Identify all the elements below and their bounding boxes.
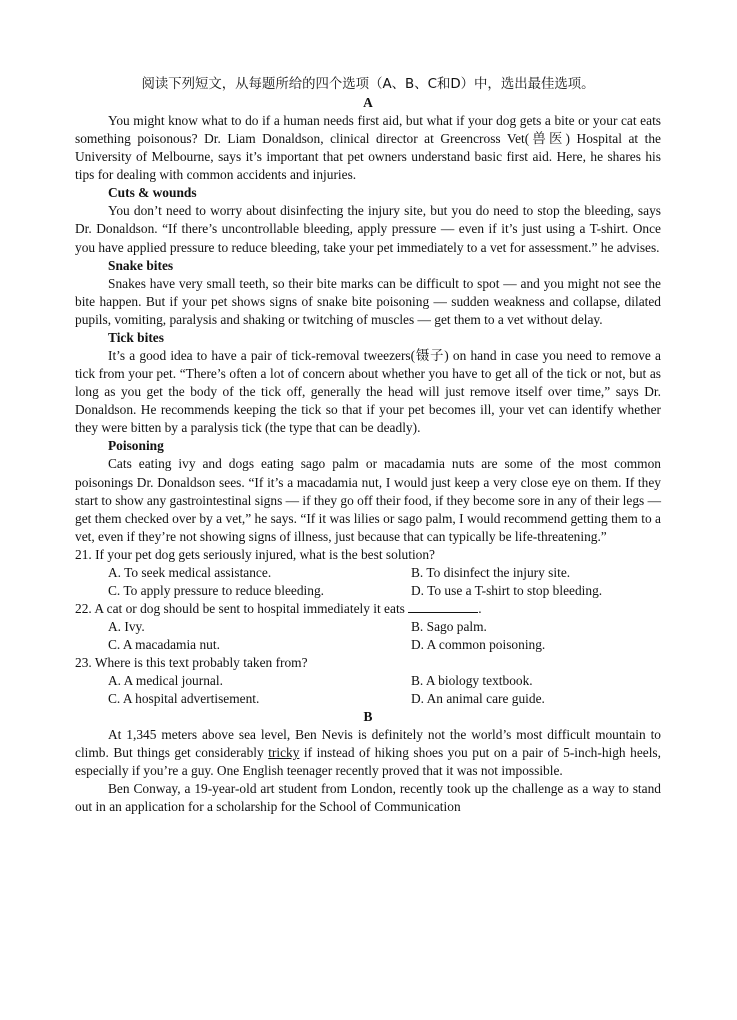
passage-b-paragraph-2: Ben Conway, a 19-year-old art student from London, recently took up the challenge as a way to stand out in an application for a scholarship for the School of Communication bbox=[75, 781, 661, 815]
passage-b-p1-after: if instead of hiking shoes you put on a pair of 5-inch-high heels, especially if you’re a guy. One English teenager recently proved that it was not impossible. bbox=[75, 744, 661, 779]
instruction: 阅读下列短文，从每题所给的四个选项（A、B、C和D）中，选出最佳选项。 bbox=[141, 77, 595, 92]
underlined-word-tricky: tricky bbox=[268, 744, 300, 760]
question-21-options bbox=[75, 564, 661, 600]
answer-blank bbox=[408, 600, 478, 613]
question-23-stem: 23. Where is this text probably taken from? bbox=[75, 654, 308, 670]
option-21-b: B. To disinfect the injury site. bbox=[411, 564, 571, 580]
option-21-a: A. To seek medical assistance. bbox=[108, 564, 272, 580]
option-22-d: D. A common poisoning. bbox=[411, 636, 546, 652]
document-page bbox=[75, 76, 661, 816]
question-22-stem: 22. A cat or dog should be sent to hospital immediately it eats bbox=[75, 600, 405, 616]
section-a-label: A bbox=[363, 95, 373, 110]
heading-poisoning: Poisoning bbox=[108, 438, 164, 454]
section-b-label: B bbox=[363, 708, 373, 724]
option-23-d: D. An animal care guide. bbox=[411, 690, 545, 706]
passage-b-paragraph-1 bbox=[75, 726, 661, 780]
option-23-b: B. A biology textbook. bbox=[411, 672, 533, 688]
heading-cuts: Cuts & wounds bbox=[108, 185, 197, 201]
question-22-options bbox=[75, 618, 661, 654]
paragraph-tick: It’s a good idea to have a pair of tick-removal tweezers(镊子) on hand in case you need to remove a tick from your pet. “There’s often a lot of concern about whether you have to get all of the tick or not, but as long as you get the body of the tick off, generally the head will just remove itself over time,” says Dr. Donaldson. He recommends keeping the tick so that if your pet becomes ill, your vet can identify whether they were bitten by a paralysis tick (the type that can be deadly). bbox=[75, 347, 661, 436]
paragraph-cuts: You don’t need to worry about disinfecting the injury site, but you do need to stop the bleeding, says Dr. Donaldson. “If there’s uncontrollable bleeding, apply pressure — even if it’s just using a T-shirt. Once you have applied pressure to reduce bleeding, take your pet immediately to a vet for assessment.” he advises. bbox=[75, 203, 661, 255]
option-21-d: D. To use a T-shirt to stop bleeding. bbox=[411, 582, 603, 598]
heading-snake: Snake bites bbox=[108, 257, 174, 273]
heading-tick: Tick bites bbox=[108, 329, 164, 345]
question-21-stem: 21. If your pet dog gets seriously injured, what is the best solution? bbox=[75, 546, 436, 562]
option-21-c: C. To apply pressure to reduce bleeding. bbox=[108, 582, 324, 598]
option-23-a: A. A medical journal. bbox=[108, 672, 223, 688]
passage-a-intro: You might know what to do if a human needs first aid, but what if your dog gets a bite or your cat eats something poisonous? Dr. Liam Donaldson, clinical director at Greencross Vet(兽医) Hospital at the University of Melbourne, says it’s important that pet owners understand basic first aid. Here, he shares his tips for dealing with common accidents and injuries. bbox=[75, 113, 661, 183]
option-23-c: C. A hospital advertisement. bbox=[108, 690, 260, 706]
option-22-b: B. Sago palm. bbox=[411, 618, 487, 634]
paragraph-snake: Snakes have very small teeth, so their bite marks can be difficult to spot — and you might not see the bite happen. But if your pet shows signs of snake bite poisoning — sudden weakness and collapse, dilated pupils, vomiting, paralysis and shaking or twitching of muscles — get them to a vet without delay. bbox=[75, 275, 661, 327]
passage-b-p1-before: At 1,345 meters above sea level, Ben Nevis is definitely not the world’s most difficult mountain to climb. But things get considerably bbox=[75, 726, 661, 760]
option-22-a: A. Ivy. bbox=[108, 618, 145, 634]
question-23-options bbox=[75, 672, 661, 708]
option-22-c: C. A macadamia nut. bbox=[108, 636, 220, 652]
question-22: 22. A cat or dog should be sent to hospital immediately it eats . bbox=[75, 600, 482, 616]
paragraph-poisoning: Cats eating ivy and dogs eating sago palm or macadamia nuts are some of the most common poisonings Dr. Donaldson sees. “If it’s a macadamia nut, I would just keep a very close eye on them. If they start to show any gastrointestinal signs — if they go off their food, if they become sore in any of their legs — get them checked over by a vet,” he says. “If it was lilies or sago palm, I would recommend getting them to a vet, even if they’re not showing signs of illness, just because that can typically be life-threatening.” bbox=[75, 456, 661, 544]
